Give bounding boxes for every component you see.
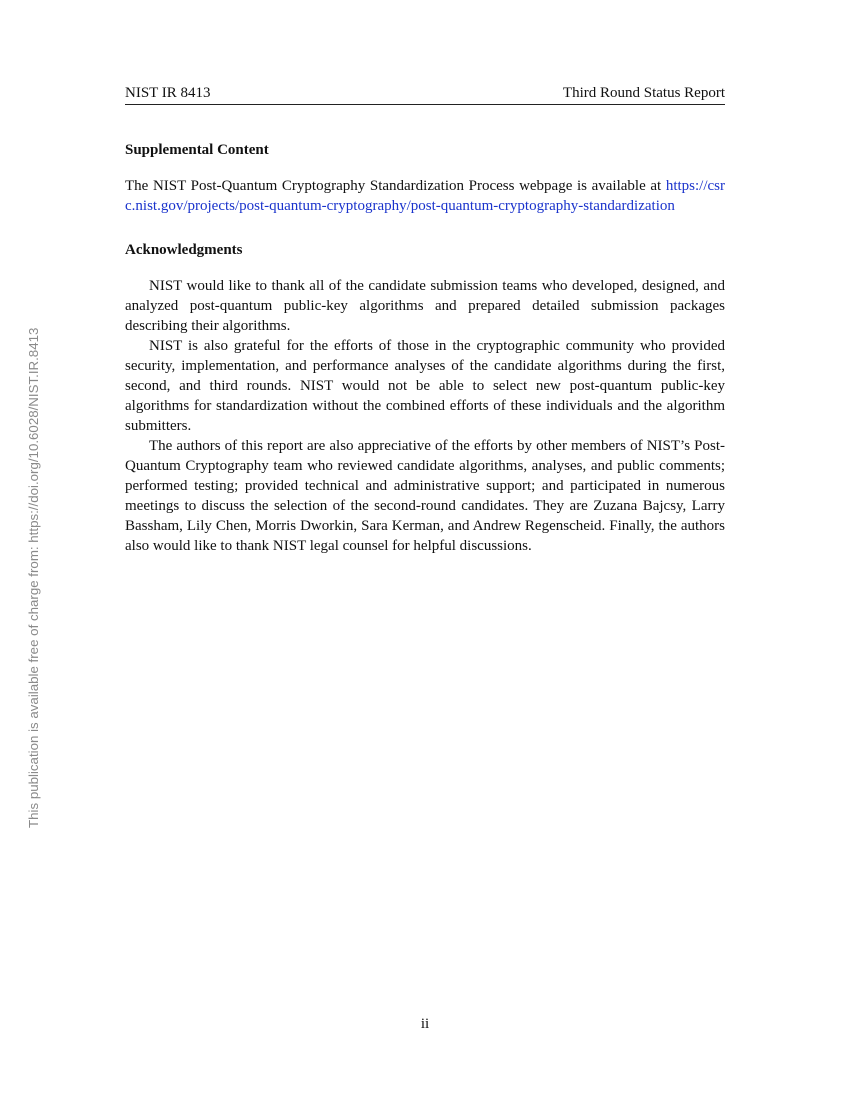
page-content — [125, 140, 725, 556]
availability-side-note-text: This publication is available free of charge from: https://doi.org/10.6028/NIST.IR.8413 — [26, 327, 41, 828]
acknowledgments-paragraph-3: The authors of this report are also appreciative of the efforts by other members of NIST’s Post-Quantum Cryptography team who reviewed candidate algorithms, analyses, and public comments; performed testing; provided technical and administrative support; and participated in numerous meetings to discuss the selection of the second-round candidates. They are Zuzana Bajcsy, Larry Bassham, Lily Chen, Morris Dworkin, Sara Kerman, and Andrew Regenscheid. Finally, the authors also would like to thank NIST legal counsel for helpful discussions. — [125, 438, 725, 554]
pqc-webpage-link[interactable]: https://csrc.nist.gov/projects/post-quantum-cryptography/post-quantum-cryptography-standardization — [125, 178, 725, 214]
supplemental-content-paragraph — [125, 176, 725, 216]
acknowledgments-heading: Acknowledgments — [125, 242, 243, 258]
header-report-id: NIST IR 8413 — [125, 85, 211, 101]
supplemental-content-heading: Supplemental Content — [125, 142, 269, 158]
acknowledgments-paragraph-1: NIST would like to thank all of the candidate submission teams who developed, designed, and analyzed post-quantum public-key algorithms and prepared detailed submission packages describing their algorithms. — [125, 278, 725, 334]
header-report-title: Third Round Status Report — [562, 85, 725, 101]
page-number: ii — [420, 1016, 430, 1032]
acknowledgments-body — [125, 276, 725, 556]
running-header — [125, 84, 725, 105]
acknowledgments-paragraph-2: NIST is also grateful for the efforts of those in the cryptographic community who provided security, implementation, and performance analyses of the candidate algorithms during the first, second, and third rounds. NIST would not be able to select new post-quantum public-key algorithms for standardization without the combined efforts of these individuals and the algorithm submitters. — [125, 338, 725, 434]
availability-side-note — [4, 274, 41, 828]
supplemental-content-text: The NIST Post-Quantum Cryptography Standardization Process webpage is available at — [125, 178, 662, 194]
